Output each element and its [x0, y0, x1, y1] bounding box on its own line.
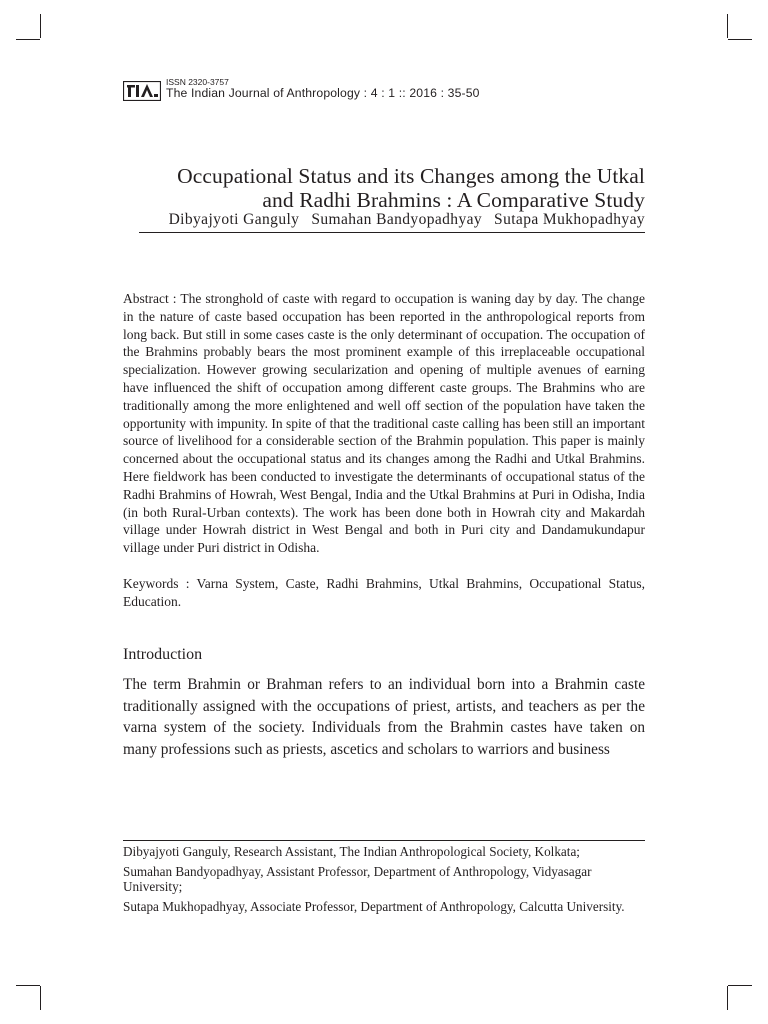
crop-mark: [40, 14, 41, 38]
section-heading: Introduction: [123, 646, 203, 663]
journal-citation: The Indian Journal of Anthropology : 4 : 1 :: 2016 : 35-50: [166, 86, 480, 100]
author-name: Sutapa Mukhopadhyay: [494, 211, 645, 228]
author-name: Sumahan Bandyopadhyay: [311, 211, 483, 228]
title-divider: [139, 232, 645, 233]
keywords: Keywords : Varna System, Caste, Radhi Brahmins, Utkal Brahmins, Occupational Status, Education.: [123, 576, 645, 609]
crop-mark: [16, 985, 40, 986]
author-list: [169, 211, 645, 229]
crop-mark: [728, 39, 752, 40]
footnote-divider: [123, 840, 645, 841]
body-paragraph: The term Brahmin or Brahman refers to an individual born into a Brahmin caste traditionally assigned with the occupations of priest, artists, and teachers as per the varna system of the society. Individuals from the Brahmin castes have taken on many professions such as priests, ascetics and scholars to warriors and business: [123, 676, 645, 758]
crop-mark: [16, 39, 40, 40]
author-name: Dibyajyoti Ganguly: [168, 211, 300, 228]
footnote: Sumahan Bandyopadhyay, Assistant Professor, Department of Anthropology, Vidyasagar University;: [123, 863, 592, 894]
crop-mark: [727, 14, 728, 38]
crop-mark: [40, 986, 41, 1010]
introduction-body: [123, 674, 645, 760]
crop-mark: [728, 985, 752, 986]
footnote: Dibyajyoti Ganguly, Research Assistant, The Indian Anthropological Society, Kolkata;: [123, 844, 580, 859]
footnote: Sutapa Mukhopadhyay, Associate Professor, Department of Anthropology, Calcutta University.: [123, 898, 625, 914]
crop-mark: [727, 986, 728, 1010]
ija-logo-icon: [123, 81, 161, 101]
footnotes: [123, 844, 645, 918]
issn-number: ISSN 2320-3757: [166, 77, 229, 87]
abstract: [123, 290, 645, 557]
title-line: Occupational Status and its Changes among the Utkal: [177, 164, 645, 188]
paper-title: [125, 164, 645, 212]
abstract-text: Abstract : The stronghold of caste with regard to occupation is waning day by day. The change in the nature of caste based occupation has been reported in the anthropological reports from long back. But still in some cases caste is the only determinant of occupation. The occupation of the Brahmins probably bears the most prominent example of this irreplaceable occupational specialization. However growing secularization and opening of multiple avenues of earning have influenced the shift of occupation among different caste groups. The Brahmins who are traditionally among the more enlightened and well off section of the population have taken the opportunity with impunity. In spite of that the traditional caste calling has been still an important source of livelihood for a considerable section of the Brahmin population. This paper is mainly concerned about the occupational status and its changes among the Radhi and Utkal Brahmins. Here fieldwork has been conducted to investigate the determinants of occupational status of the Radhi Brahmins of Howrah, West Bengal, India and the Utkal Brahmins at Puri in Odisha, India (in both Rural-Urban contexts). The work has been done both in Howrah city and Makardah village under Howrah district in West Bengal and both in Puri city and Dandamukundapur village under Puri district in Odisha.: [123, 291, 645, 556]
title-line: and Radhi Brahmins : A Comparative Study: [262, 188, 645, 212]
